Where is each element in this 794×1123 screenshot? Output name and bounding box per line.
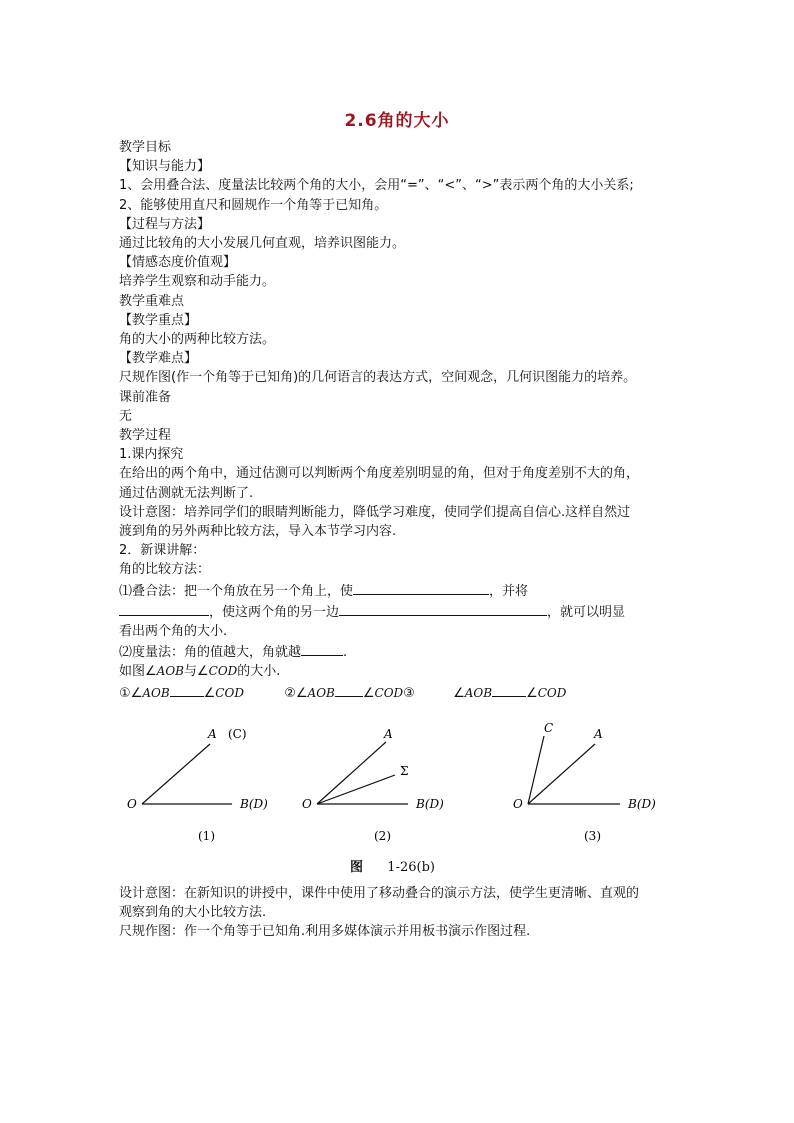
fill-line-1 <box>119 580 719 601</box>
answer-blank[interactable] <box>492 682 526 697</box>
text-segment: ，并将 <box>489 583 529 599</box>
label-a: A <box>384 727 393 741</box>
answer-blank[interactable] <box>301 641 343 656</box>
main-content <box>119 138 719 703</box>
text-line: 2．新课讲解： <box>119 543 206 559</box>
text-line: 2、能够使用直尺和圆规作一个角等于已知角。 <box>119 197 388 213</box>
angle-symbol: ∠ <box>453 685 465 701</box>
text-line: 1、会用叠合法、度量法比较两个角的大小，会用“=”、“<”、“>”表示两个角的大小关系; <box>119 178 634 194</box>
section-heading: 教学重难点 <box>119 293 185 309</box>
figure-caption <box>350 856 435 875</box>
section-heading: 教学过程 <box>119 428 172 444</box>
figure-1 <box>127 727 268 843</box>
text-segment: ，使这两个角的另一边 <box>209 604 340 620</box>
ray-oc <box>317 775 395 804</box>
text-segment: ②∠ <box>284 685 308 701</box>
answer-blank[interactable] <box>170 682 204 697</box>
text-segment: . <box>343 645 348 661</box>
angle-name: AOB <box>307 685 335 700</box>
label-o: O <box>513 797 523 811</box>
angle-symbol: ∠ <box>362 685 375 701</box>
angle-name: COD <box>208 664 238 679</box>
post-figure-content <box>119 884 719 942</box>
angle-name: COD <box>215 685 244 700</box>
text-line: 在给出的两个角中，通过估测可以判断两个角度差别明显的角，但对于角度差别不大的角， <box>119 466 640 482</box>
angle-symbol: ∠ <box>526 685 538 701</box>
label-c: C <box>544 721 554 735</box>
text-line: 培养学生观察和动手能力。 <box>119 274 276 290</box>
text-line: 角的大小的两种比较方法。 <box>119 332 276 348</box>
ray-oa <box>317 742 386 804</box>
text-segment: ③ <box>403 685 415 701</box>
text-segment: ⑴叠合法：把一个角放在另一个角上，使 <box>119 583 354 599</box>
text-line: 尺规作图：作一个角等于已知角.利用多媒体演示并用板书演示作图过程. <box>119 924 531 940</box>
answer-blank[interactable] <box>339 601 547 616</box>
figure-number: (2) <box>374 829 391 843</box>
text-line: 尺规作图(作一个角等于已知角)的几何语言的表达方式，空间观念，几何识图能力的培养。 <box>119 370 637 386</box>
angle-figures <box>112 718 692 848</box>
section-heading: 课前准备 <box>119 389 172 405</box>
angle-name: AOB <box>156 664 184 679</box>
page-title: 2.6角的大小 <box>344 111 450 131</box>
answer-blank[interactable] <box>119 601 209 616</box>
subsection-heading: 【教学重点】 <box>119 312 198 328</box>
text-line: 通过比较角的大小发展几何直观，培养识图能力。 <box>119 236 406 252</box>
text-line: 观察到角的大小比较方法. <box>119 905 267 921</box>
text-line: 设计意图：培养同学们的眼睛判断能力，降低学习难度，使同学们提高自信心.这样自然过 <box>119 504 631 520</box>
text-line: 渡到角的另外两种比较方法，导入本节学习内容. <box>119 524 397 540</box>
angle-name: COD <box>537 685 567 700</box>
text-line: 无 <box>119 408 133 424</box>
label-bd: B(D) <box>416 797 444 811</box>
label-c: Σ <box>400 764 409 778</box>
caption-number: 1-26(b) <box>387 860 435 875</box>
ray-oa <box>142 744 210 804</box>
angle-name: COD <box>374 685 404 700</box>
text-segment: ①∠ <box>119 685 143 701</box>
text-segment: ，就可以明显 <box>547 604 626 620</box>
subsection-heading: 【情感态度价值观】 <box>119 255 237 271</box>
label-c: (C) <box>228 727 247 741</box>
section-heading: 教学目标 <box>119 140 172 155</box>
label-a: A <box>208 727 217 741</box>
angle-name: AOB <box>464 685 493 700</box>
text-segment: 与∠ <box>183 664 209 680</box>
label-bd: B(D) <box>628 797 656 811</box>
label-o: O <box>127 797 137 811</box>
text-segment: ⑵度量法：角的值越大，角就越 <box>119 645 302 661</box>
text-segment: 如图∠ <box>119 664 157 680</box>
figure-3 <box>513 721 656 843</box>
text-line: 看出两个角的大小. <box>119 624 228 640</box>
ray-oc <box>528 736 544 804</box>
ray-oa <box>528 744 595 804</box>
caption-label: 图 <box>350 860 364 875</box>
text-segment: 的大小. <box>237 664 281 680</box>
figure-number: (1) <box>198 829 215 843</box>
figure-2 <box>302 727 444 843</box>
text-line: 设计意图：在新知识的讲授中，课件中使用了移动叠合的演示方法，使学生更清晰、直观的 <box>119 886 640 901</box>
label-o: O <box>302 797 312 811</box>
subsection-heading: 【教学难点】 <box>119 351 198 367</box>
answer-blank[interactable] <box>335 682 363 697</box>
label-bd: B(D) <box>240 797 268 811</box>
answer-blank[interactable] <box>353 580 489 595</box>
fill-line-2 <box>119 601 719 622</box>
text-line: 1.课内探究 <box>119 447 184 463</box>
angle-name: AOB <box>142 685 170 700</box>
text-line: 角的比较方法： <box>119 562 211 578</box>
subsection-heading: 【过程与方法】 <box>119 216 211 232</box>
subsection-heading: 【知识与能力】 <box>119 159 211 175</box>
label-a: A <box>594 727 603 741</box>
text-line: 通过估测就无法判断了. <box>119 485 254 501</box>
angle-symbol: ∠ <box>203 685 216 701</box>
fill-line-5 <box>119 662 719 681</box>
compare-line <box>119 682 719 703</box>
fill-line-4 <box>119 641 719 662</box>
figure-number: (3) <box>584 829 601 843</box>
